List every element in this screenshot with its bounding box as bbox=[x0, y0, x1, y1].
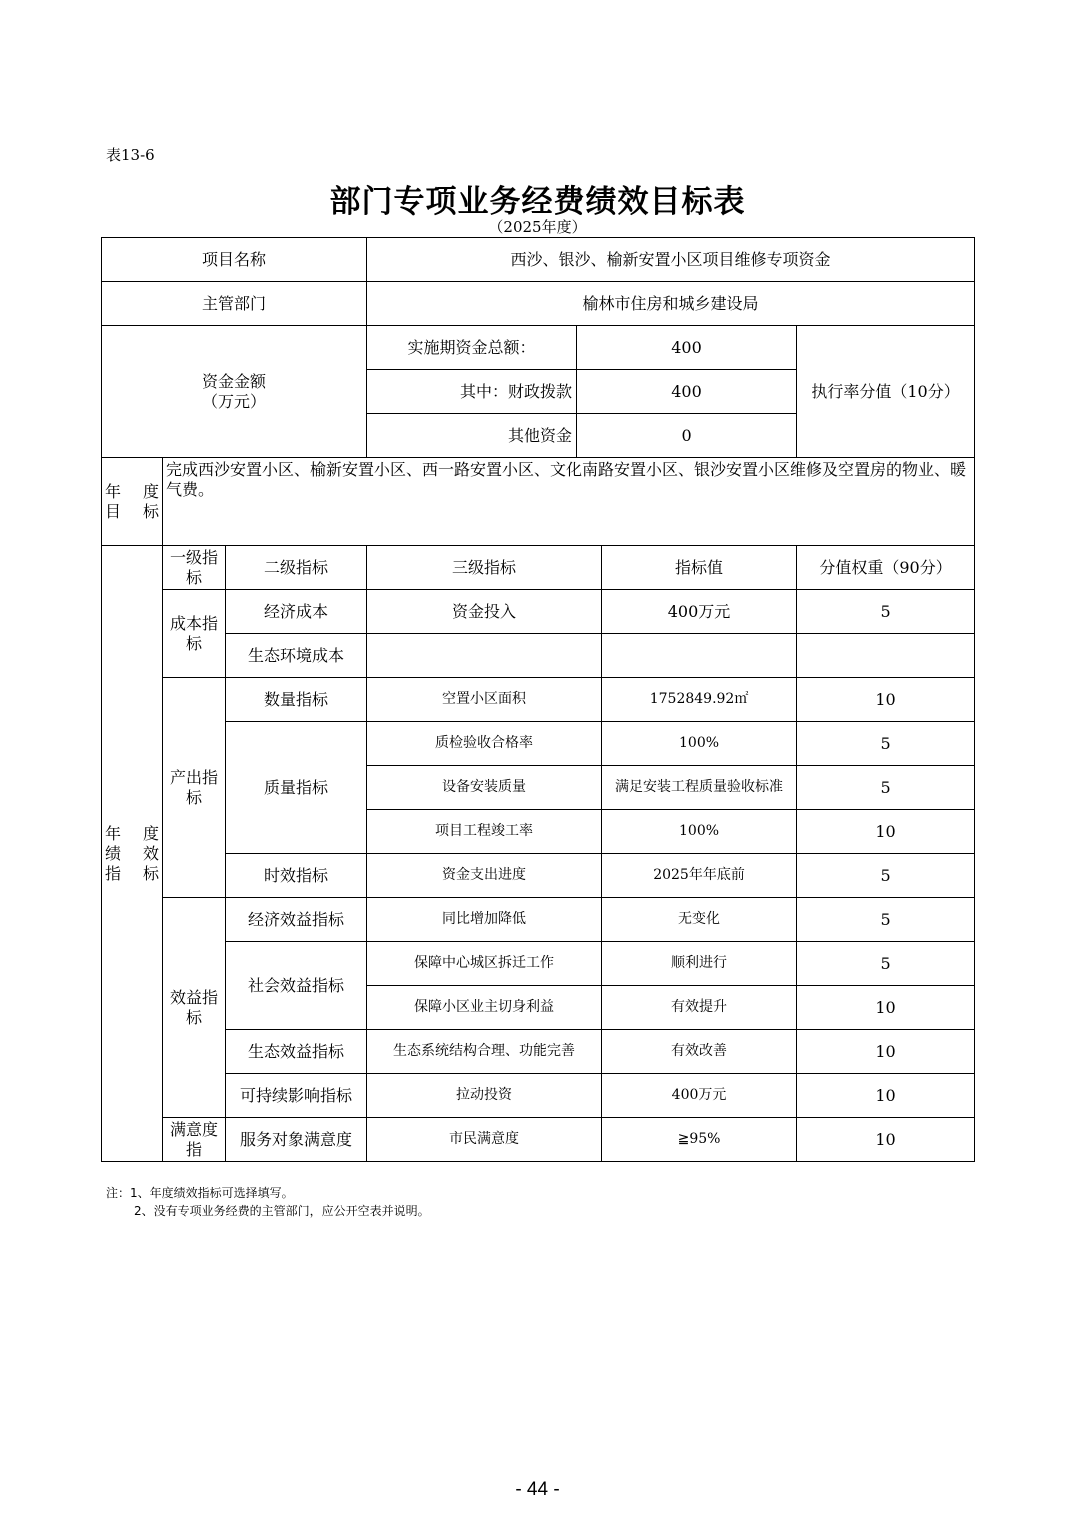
table-number: 表13-6 bbox=[106, 146, 155, 164]
social-level2: 社会效益指标 bbox=[226, 942, 367, 1030]
quantity-value: 1752849.92㎡ bbox=[602, 678, 797, 722]
table-row bbox=[102, 634, 975, 678]
page-title: 部门专项业务经费绩效目标表 bbox=[329, 184, 746, 220]
annual-goal-text: 完成西沙安置小区、榆新安置小区、西一路安置小区、文化南路安置小区、银沙安置小区维修及空置房的物业、暖气费。 bbox=[163, 458, 975, 546]
eco-cost-level2: 生态环境成本 bbox=[226, 634, 367, 678]
quality-3-value: 100% bbox=[602, 810, 797, 854]
eco-cost-level3 bbox=[367, 634, 602, 678]
funds-fiscal-value: 400 bbox=[577, 370, 797, 414]
table-row bbox=[102, 678, 975, 722]
cost-weight: 5 bbox=[797, 590, 975, 634]
satisfaction-level1: 满意度指 bbox=[163, 1118, 226, 1162]
table-row bbox=[102, 722, 975, 766]
quality-2-value: 满足安装工程质量验收标准 bbox=[602, 766, 797, 810]
execution-rate-label: 执行率分值（10分） bbox=[797, 326, 975, 458]
ecological-weight: 10 bbox=[797, 1030, 975, 1074]
page-number: - 44 - bbox=[515, 1479, 560, 1500]
funds-other-label: 其他资金 bbox=[367, 414, 577, 458]
social-1-level3: 保障中心城区拆迁工作 bbox=[367, 942, 602, 986]
performance-target-table bbox=[101, 237, 974, 1163]
annual-goal-label-cell bbox=[102, 458, 163, 546]
quality-3-weight: 10 bbox=[797, 810, 975, 854]
header-weight: 分值权重（90分） bbox=[797, 546, 975, 590]
department-value: 榆林市住房和城乡建设局 bbox=[367, 282, 975, 326]
project-value: 西沙、银沙、榆新安置小区项目维修专项资金 bbox=[367, 238, 975, 282]
annual-performance-label-line-2: 绩 效 bbox=[105, 843, 159, 863]
funds-label-cell bbox=[102, 326, 367, 458]
annual-goal-label-line-2: 目 标 bbox=[105, 501, 159, 521]
economic-level3: 同比增加降低 bbox=[367, 898, 602, 942]
timeliness-level2: 时效指标 bbox=[226, 854, 367, 898]
annual-performance-label-line-1: 年 度 bbox=[105, 823, 159, 843]
project-row bbox=[102, 238, 975, 282]
economic-weight: 5 bbox=[797, 898, 975, 942]
note-1: 注：1、年度绩效指标可选择填写。 bbox=[106, 1186, 294, 1200]
eco-cost-weight bbox=[797, 634, 975, 678]
funds-total-row bbox=[102, 326, 975, 370]
project-label: 项目名称 bbox=[102, 238, 367, 282]
cost-level1: 成本指标 bbox=[163, 590, 226, 678]
timeliness-value: 2025年年底前 bbox=[602, 854, 797, 898]
header-level3: 三级指标 bbox=[367, 546, 602, 590]
notes bbox=[106, 1184, 430, 1220]
indicator-header-row bbox=[102, 546, 975, 590]
quantity-level3: 空置小区面积 bbox=[367, 678, 602, 722]
eco-cost-value bbox=[602, 634, 797, 678]
quality-2-level3: 设备安装质量 bbox=[367, 766, 602, 810]
funds-total-value: 400 bbox=[577, 326, 797, 370]
table-row bbox=[102, 1074, 975, 1118]
table-row bbox=[102, 854, 975, 898]
funds-label: 资金金额 bbox=[202, 371, 267, 391]
timeliness-weight: 5 bbox=[797, 854, 975, 898]
department-row bbox=[102, 282, 975, 326]
header-value: 指标值 bbox=[602, 546, 797, 590]
social-1-weight: 5 bbox=[797, 942, 975, 986]
economic-level2: 经济效益指标 bbox=[226, 898, 367, 942]
social-2-weight: 10 bbox=[797, 986, 975, 1030]
quantity-weight: 10 bbox=[797, 678, 975, 722]
table-row bbox=[102, 942, 975, 986]
note-2: 2、没有专项业务经费的主管部门，应公开空表并说明。 bbox=[134, 1204, 430, 1218]
quality-2-weight: 5 bbox=[797, 766, 975, 810]
annual-performance-label-line-3: 指 标 bbox=[105, 863, 159, 883]
satisfaction-level3: 市民满意度 bbox=[367, 1118, 602, 1162]
satisfaction-level2: 服务对象满意度 bbox=[226, 1118, 367, 1162]
header-level2: 二级指标 bbox=[226, 546, 367, 590]
cost-level3: 资金投入 bbox=[367, 590, 602, 634]
table-row bbox=[102, 1118, 975, 1162]
social-2-value: 有效提升 bbox=[602, 986, 797, 1030]
social-1-value: 顺利进行 bbox=[602, 942, 797, 986]
department-label: 主管部门 bbox=[102, 282, 367, 326]
funds-other-value: 0 bbox=[577, 414, 797, 458]
funds-total-label: 实施期资金总额： bbox=[367, 326, 577, 370]
quantity-level2: 数量指标 bbox=[226, 678, 367, 722]
ecological-level2: 生态效益指标 bbox=[226, 1030, 367, 1074]
funds-unit: （万元） bbox=[202, 391, 267, 411]
benefit-level1: 效益指标 bbox=[163, 898, 226, 1118]
annual-performance-label-cell bbox=[102, 546, 163, 1162]
annual-goal-label-line-1: 年 度 bbox=[105, 481, 159, 501]
economic-value: 无变化 bbox=[602, 898, 797, 942]
timeliness-level3: 资金支出进度 bbox=[367, 854, 602, 898]
cost-level2: 经济成本 bbox=[226, 590, 367, 634]
output-level1: 产出指标 bbox=[163, 678, 226, 898]
sustainable-level2: 可持续影响指标 bbox=[226, 1074, 367, 1118]
quality-3-level3: 项目工程竣工率 bbox=[367, 810, 602, 854]
quality-level2: 质量指标 bbox=[226, 722, 367, 854]
quality-1-weight: 5 bbox=[797, 722, 975, 766]
annual-goal-row bbox=[102, 458, 975, 546]
ecological-value: 有效改善 bbox=[602, 1030, 797, 1074]
social-2-level3: 保障小区业主切身利益 bbox=[367, 986, 602, 1030]
sustainable-level3: 拉动投资 bbox=[367, 1074, 602, 1118]
header-level1: 一级指标 bbox=[163, 546, 226, 590]
sustainable-value: 400万元 bbox=[602, 1074, 797, 1118]
table-row bbox=[102, 1030, 975, 1074]
cost-value: 400万元 bbox=[602, 590, 797, 634]
fiscal-year: （2025年度） bbox=[488, 218, 587, 236]
table-row bbox=[102, 590, 975, 634]
quality-1-value: 100% bbox=[602, 722, 797, 766]
sustainable-weight: 10 bbox=[797, 1074, 975, 1118]
table-row bbox=[102, 898, 975, 942]
satisfaction-weight: 10 bbox=[797, 1118, 975, 1162]
satisfaction-value: ≧95% bbox=[602, 1118, 797, 1162]
funds-fiscal-label: 其中：财政拨款 bbox=[367, 370, 577, 414]
ecological-level3: 生态系统结构合理、功能完善 bbox=[367, 1030, 602, 1074]
quality-1-level3: 质检验收合格率 bbox=[367, 722, 602, 766]
